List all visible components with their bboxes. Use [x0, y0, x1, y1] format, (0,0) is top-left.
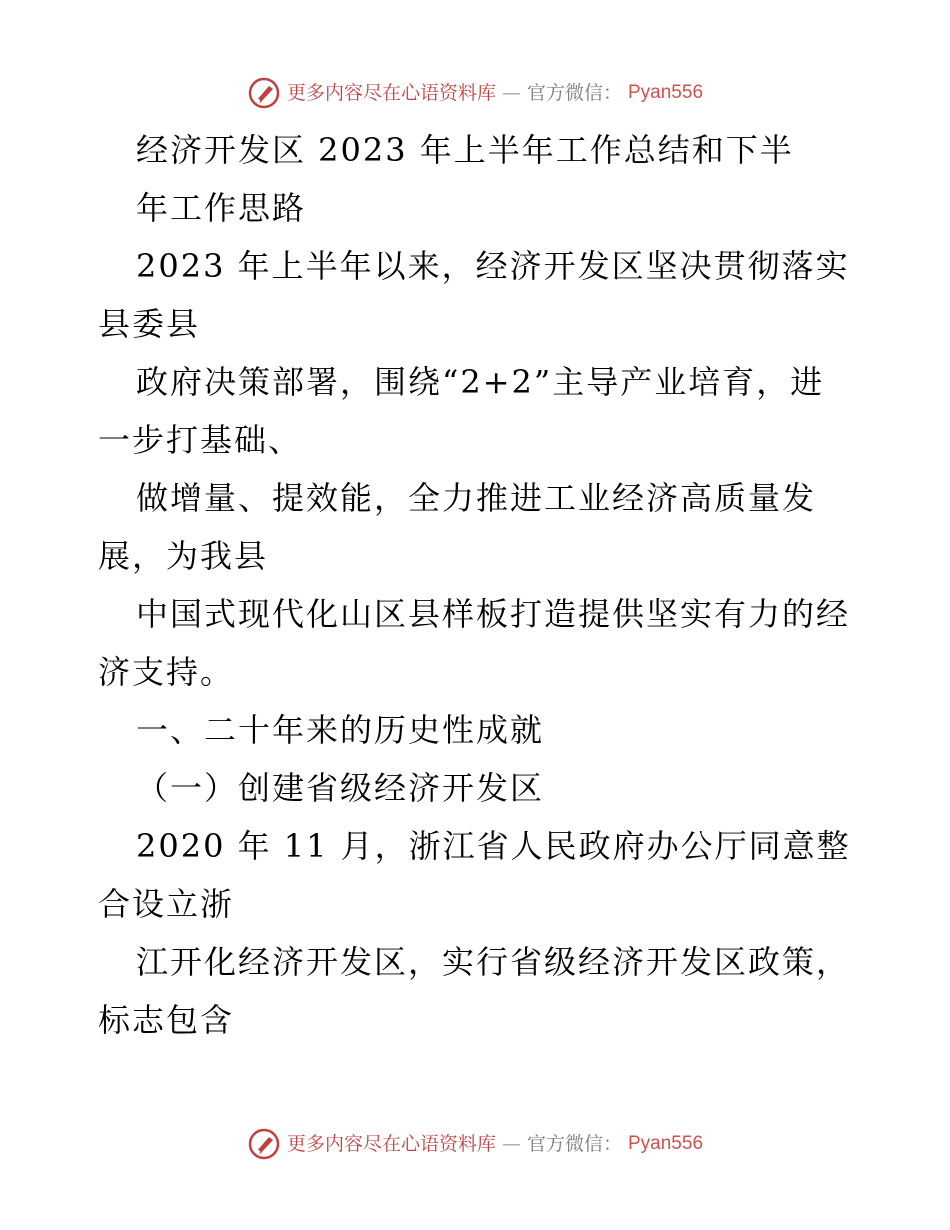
subsection-heading: （一）创建省级经济开发区 — [136, 769, 545, 807]
header-watermark — [0, 76, 950, 110]
watermark-wechat-label: 官方微信： — [526, 1133, 622, 1155]
watermark-wechat-label: 官方微信： — [526, 82, 622, 104]
paragraph-line: 做增量、提效能，全力推进工业经济高质量发 — [136, 479, 817, 517]
paragraph-line: 合设立浙 — [98, 885, 235, 923]
paragraph-line: 2023 年上半年以来，经济开发区坚决贯彻落实 — [136, 247, 850, 285]
paragraph-line: 济支持。 — [98, 653, 235, 691]
pen-logo-icon — [247, 76, 281, 110]
paragraph-line: 政府决策部署，围绕“2+2”主导产业培育，进 — [136, 363, 825, 401]
title-line-1: 经济开发区 2023 年上半年工作总结和下半 — [136, 131, 794, 169]
section-heading: 一、二十年来的历史性成就 — [136, 711, 545, 749]
watermark-site-text: 更多内容尽在心语资料库 — [286, 82, 496, 104]
paragraph-line: 标志包含 — [98, 1001, 235, 1039]
document-body — [98, 121, 858, 1049]
paragraph-line: 江开化经济开发区，实行省级经济开发区政策， — [136, 943, 851, 981]
paragraph-line: 2020 年 11 月，浙江省人民政府办公厅同意整 — [136, 827, 851, 865]
footer-watermark — [0, 1127, 950, 1161]
paragraph-line: 县委县 — [98, 305, 201, 343]
watermark-wechat-id: Pyan556 — [628, 1133, 704, 1154]
title-line-2: 年工作思路 — [136, 189, 307, 227]
watermark-wechat-id: Pyan556 — [628, 82, 704, 103]
watermark-site-text: 更多内容尽在心语资料库 — [286, 1133, 496, 1155]
paragraph-line: 一步打基础、 — [98, 421, 303, 459]
pen-logo-icon — [247, 1127, 281, 1161]
watermark-separator: — — [501, 1133, 521, 1155]
paragraph-line: 中国式现代化山区县样板打造提供坚实有力的经 — [136, 595, 851, 633]
paragraph-line: 展，为我县 — [98, 537, 269, 575]
watermark-separator: — — [501, 82, 521, 104]
